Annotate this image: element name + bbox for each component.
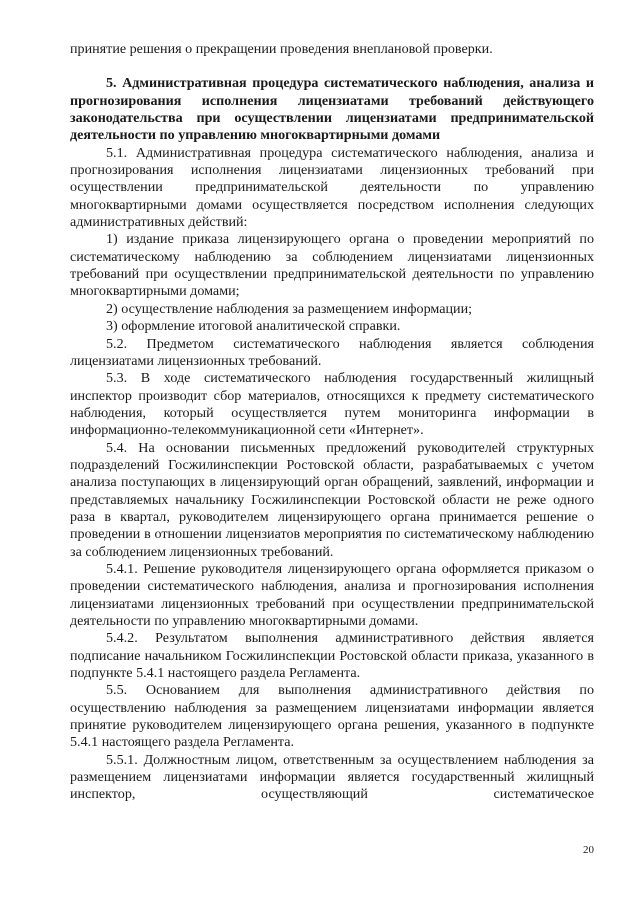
list-item-2: 2) осуществление наблюдения за размещением информации; bbox=[106, 300, 473, 317]
paragraph-5-1: 5.1. Административная процедура систематического наблюдения, анализа и прогнозирования исполнения лицензиатами лицензионных требований при осуществлении предпринимательской деятельности по управлению многоквартирными домами осуществляется посредством исполнения следующих административных действий: bbox=[70, 144, 594, 231]
paragraph-5-4-1: 5.4.1. Решение руководителя лицензирующего органа оформляется приказом о проведении систематического наблюдения, анализа и прогнозирования исполнения лицензиатами лицензионных требований при осуществлении предпринимательской деятельности по управлению многоквартирными домами. bbox=[70, 560, 594, 629]
paragraph-5-4: 5.4. На основании письменных предложений руководителей структурных подразделений Госжилинспекции Ростовской области, разрабатываемых с учетом анализа поступающих в лицензирующий орган обращений, заявлений, информации и представляемых начальнику Госжилинспекции Ростовской области не реже одного раза в квартал, руководителем лицензирующего органа принимается решение о проведении в отношении лицензиатов мероприятия по систематическому наблюдению за соблюдением лицензионных требований. bbox=[70, 439, 594, 560]
page-number: 20 bbox=[583, 844, 594, 856]
list-item-3: 3) оформление итоговой аналитической справки. bbox=[106, 318, 401, 335]
paragraph-5-5: 5.5. Основанием для выполнения административного действия по осуществлению наблюдения за размещением лицензиатами информации является принятие руководителем лицензирующего органа решения, указанного в подпункте 5.4.1 настоящего раздела Регламента. bbox=[70, 682, 594, 751]
section-heading: 5. Административная процедура систематического наблюдения, анализа и прогнозирования исполнения лицензиатами требований действующего законодательства при осуществлении лицензиатами предпринимательской деятельности по управлению многоквартирными домами bbox=[70, 75, 594, 144]
paragraph-5-2: 5.2. Предметом систематического наблюдения является соблюдения лицензиатами лицензионных требований. bbox=[70, 335, 594, 369]
paragraph-5-5-1: 5.5.1. Должностным лицом, ответственным за осуществлением наблюдения за размещением лицензиатами информации является государственный жилищный инспектор, осуществляющий систематическое bbox=[70, 751, 594, 803]
paragraph-5-4-2: 5.4.2. Результатом выполнения административного действия является подписание начальником Госжилинспекции Ростовской области приказа, указанного в подпункте 5.4.1 настоящего раздела Регламента. bbox=[70, 630, 594, 682]
paragraph-5-3: 5.3. В ходе систематического наблюдения государственный жилищный инспектор производит сбор материалов, относящихся к предмету систематического наблюдения, который осуществляется путем мониторинга информации в информационно-телекоммуникационной сети «Интернет». bbox=[70, 370, 594, 439]
page-content bbox=[70, 41, 594, 804]
intro-line: принятие решения о прекращении проведения внеплановой проверки. bbox=[70, 41, 493, 57]
list-item-1: 1) издание приказа лицензирующего органа о проведении мероприятий по систематическому наблюдению за соблюдением лицензиатами лицензионных требований при осуществлении предпринимательской деятельности по управлению многоквартирными домами; bbox=[70, 231, 594, 300]
